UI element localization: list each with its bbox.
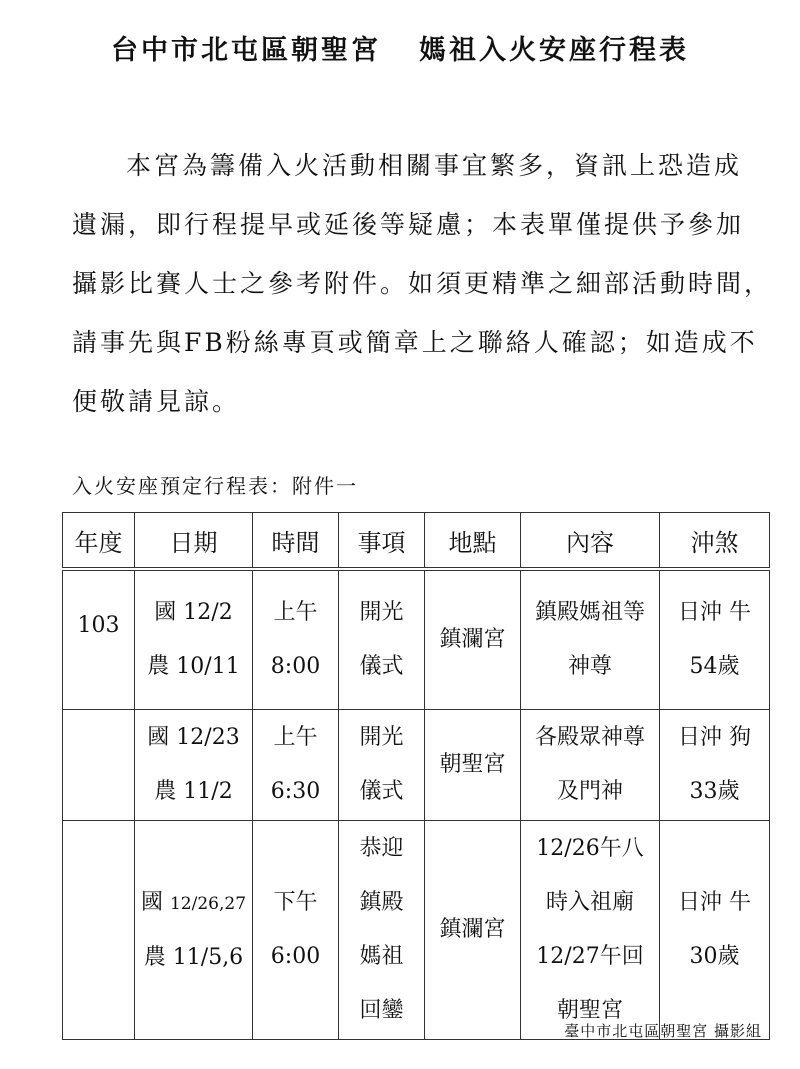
cell-event: 開光 儀式: [339, 710, 425, 821]
notice-line: 遺漏，即行程提早或延後等疑慮；本表單僅提供予參加: [72, 210, 745, 239]
table-row: [63, 710, 770, 821]
cell-date: 國 12/26,27 農 11/5,6: [135, 821, 253, 1040]
cell-location: 朝聖宮: [425, 710, 521, 821]
col-header-event: 事項: [339, 513, 425, 570]
cell-date: 國 12/2 農 10/11: [135, 569, 253, 710]
table-row: [63, 821, 770, 1040]
col-header-location: 地點: [425, 513, 521, 570]
temple-name: 台中市北屯區朝聖宮: [111, 35, 381, 66]
cell-content: 12/26午八 時入祖廟 12/27午回 朝聖宮: [521, 821, 660, 1040]
cell-year: [63, 821, 135, 1040]
notice-line: 便敬請見諒。: [72, 387, 241, 416]
schedule-table: [62, 512, 770, 1040]
document-title: [0, 28, 800, 67]
cell-time: 下午 6:00: [253, 821, 339, 1040]
cell-clash: 日沖 牛 54歲: [660, 569, 770, 710]
cell-event: 恭迎 鎮殿 媽祖 回鑾: [339, 821, 425, 1040]
col-header-time: 時間: [253, 513, 339, 570]
cell-date: 國 12/23 農 11/2: [135, 710, 253, 821]
table-header-row: [63, 513, 770, 570]
notice-line: 攝影比賽人士之參考附件。如須更精準之細部活動時間，: [72, 269, 773, 298]
notice-paragraph: [72, 136, 773, 431]
cell-clash: 日沖 牛 30歲: [660, 821, 770, 1040]
cell-event: 開光 儀式: [339, 569, 425, 710]
cell-year: [63, 710, 135, 821]
cell-location: 鎮瀾宮: [425, 569, 521, 710]
footer-credit: 臺中市北屯區朝聖宮 攝影組: [564, 1022, 762, 1040]
cell-time: 上午 8:00: [253, 569, 339, 710]
cell-year: 103: [63, 569, 135, 710]
table-caption: 入火安座預定行程表：附件一: [72, 474, 358, 498]
table-row: [63, 569, 770, 710]
notice-line: 本宮為籌備入火活動相關事宜繁多，資訊上恐造成: [126, 151, 743, 180]
cell-time: 上午 6:30: [253, 710, 339, 821]
notice-line: 請事先與FB粉絲專頁或簡章上之聯絡人確認；如造成不: [72, 328, 758, 357]
col-header-clash: 沖煞: [660, 513, 770, 570]
col-header-date: 日期: [135, 513, 253, 570]
cell-content: 鎮殿媽祖等 神尊: [521, 569, 660, 710]
col-header-content: 內容: [521, 513, 660, 570]
cell-clash: 日沖 狗 33歲: [660, 710, 770, 821]
cell-location: 鎮瀾宮: [425, 821, 521, 1040]
schedule-title: 媽祖入火安座行程表: [419, 35, 689, 66]
cell-content: 各殿眾神尊 及門神: [521, 710, 660, 821]
col-header-year: 年度: [63, 513, 135, 570]
